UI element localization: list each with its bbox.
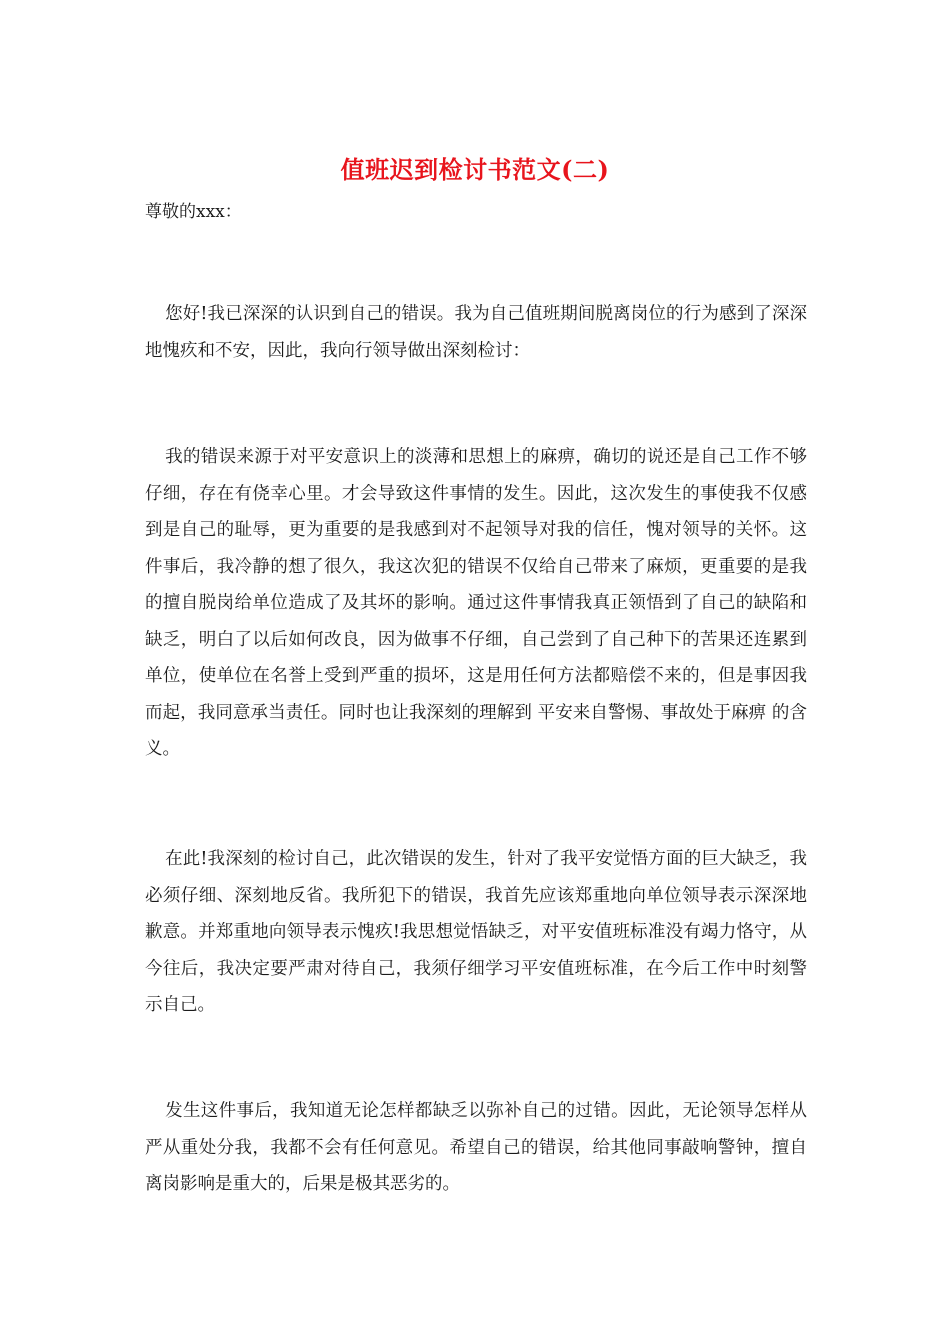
- paragraph-2: 我的错误来源于对平安意识上的淡薄和思想上的麻痹，确切的说还是自己工作不够仔细，存在有侥幸心里。才会导致这件事情的发生。因此，这次发生的事使我不仅感到是自己的耻辱，更为重要的是我感到对不起领导对我的信任，愧对领导的关怀。这件事后，我冷静的想了很久，我这次犯的错误不仅给自己带来了麻烦，更重要的是我的擅自脱岗给单位造成了及其坏的影响。通过这件事情我真正领悟到了自己的缺陷和缺乏，明白了以后如何改良，因为做事不仔细，自己尝到了自己种下的苦果还连累到单位，使单位在名誉上受到严重的损坏，这是用任何方法都赔偿不来的，但是事因我而起，我同意承当责任。同时也让我深刻的理解到 平安来自警惕、事故处于麻痹 的含义。: [145, 447, 807, 759]
- salutation: 尊敬的xxx：: [145, 202, 242, 222]
- paragraph-1: 您好!我已深深的认识到自己的错误。我为自己值班期间脱离岗位的行为感到了深深地愧疚和不安，因此，我向行领导做出深刻检讨：: [145, 304, 807, 361]
- paragraph-3: 在此!我深刻的检讨自己，此次错误的发生，针对了我平安觉悟方面的巨大缺乏，我必须仔细、深刻地反省。我所犯下的错误，我首先应该郑重地向单位领导表示深深地歉意。并郑重地向领导表示愧疚!我思想觉悟缺乏，对平安值班标准没有竭力恪守，从今往后，我决定要严肃对待自己，我须仔细学习平安值班标准，在今后工作中时刻警示自己。: [145, 849, 807, 1015]
- document-title: 值班迟到检讨书范文(二): [340, 155, 610, 184]
- paragraph-4: 发生这件事后，我知道无论怎样都缺乏以弥补自己的过错。因此，无论领导怎样从严从重处分我，我都不会有任何意见。希望自己的错误，给其他同事敲响警钟，擅自离岗影响是重大的，后果是极其恶劣的。: [145, 1101, 807, 1194]
